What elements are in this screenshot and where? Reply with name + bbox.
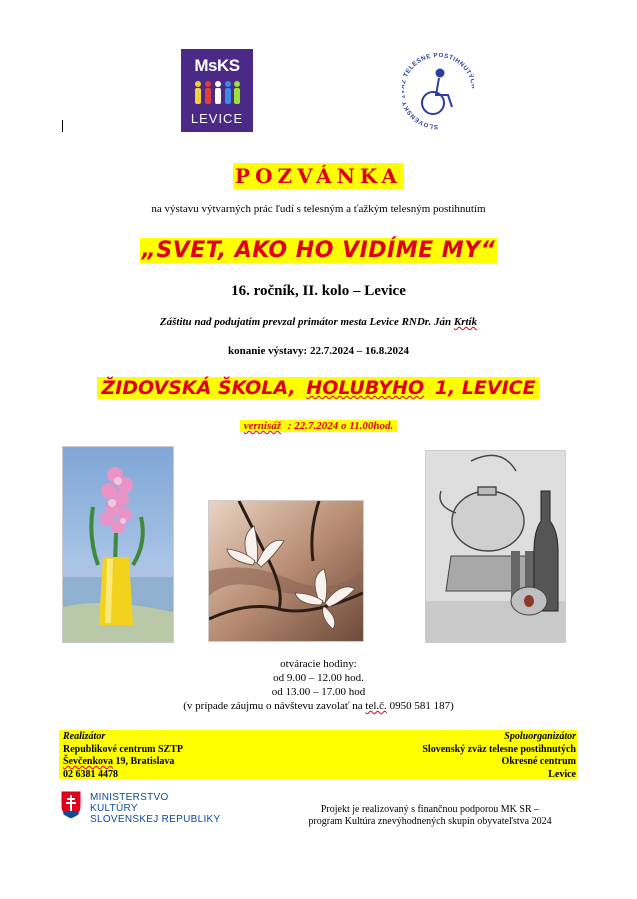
co-organizer-name: Slovenský zväz telesne postihnutých (422, 743, 576, 755)
slovak-coat-of-arms-icon (60, 790, 82, 820)
organizer-heading: Realizátor (63, 731, 106, 742)
sztp-logo (402, 53, 474, 135)
contact-number: 0950 581 187) (386, 700, 454, 712)
vernisage (240, 420, 397, 432)
ministry-line-1: MINISTERSTVO (90, 792, 169, 803)
co-organizer-heading: Spoluorganizátor (504, 731, 576, 742)
contact-prefix: (v prípade záujmu o návštevu zavolať na (183, 700, 366, 712)
co-organizer-city: Levice (548, 768, 576, 780)
co-organizer-block (422, 731, 576, 781)
msks-logo (181, 49, 253, 132)
painting-hyacinth (62, 446, 174, 643)
msks-logo-city: LEVICE (190, 111, 244, 126)
patron-name: Krtík (453, 316, 478, 328)
sztp-ring-text: SLOVENSK TELESNE POSTIHNUTÝ (402, 53, 474, 131)
msks-logo-title: MsKS (194, 56, 240, 75)
vernisage-row (0, 416, 637, 434)
organizer-street: Ševčenkova (63, 756, 113, 767)
text-cursor (62, 120, 63, 132)
opening-hours-slot-2: od 13.00 – 17.00 hod (271, 686, 366, 698)
venue-suffix: 1, LEVICE (428, 377, 536, 399)
opening-hours-label: otváracie hodiny: (280, 658, 357, 670)
ministry-line-3: SLOVENSKEJ REPUBLIKY (90, 814, 221, 825)
vernisage-time: : 22.7.2024 o 11.00hod. (285, 420, 394, 432)
co-organizer-unit: Okresné centrum (501, 756, 576, 767)
wheelchair-icon (422, 70, 452, 115)
people-figures-icon (193, 80, 241, 106)
ministry-logo (60, 790, 230, 830)
funding-note (280, 804, 580, 828)
exhibition-dates: konanie výstavy: 22.7.2024 – 16.8.2024 (228, 345, 409, 357)
exhibition-name-row (0, 238, 637, 263)
invitation-title-row (0, 164, 637, 188)
vernisage-word: vernisáž (243, 420, 282, 432)
funding-line-1: Projekt je realizovaný s finančnou podporou MK SR – (320, 804, 540, 815)
organizer-phone: 02 6381 4478 (63, 768, 118, 780)
organizer-block (63, 731, 183, 781)
painting-kettle-still-life (425, 450, 566, 643)
organizer-name: Republikové centrum SZTP (63, 743, 184, 755)
invitation-subtitle: na výstavu výtvarných prác ľudí s telesným a ťažkým telesným postihnutím (151, 203, 486, 215)
svg-text:SLOVENSKÝ ZVÄZ TELESNE POSTIHN (402, 53, 474, 130)
ministry-line-2: KULTÚRY (90, 803, 138, 814)
painting-magnolia (208, 500, 364, 642)
patron-text: Záštitu nad podujatím prevzal primátor mesta Levice RNDr. Ján (159, 316, 454, 328)
opening-hours-slot-1: od 9.00 – 12.00 hod. (273, 672, 364, 684)
venue (97, 377, 539, 399)
invitation-title: POZVÁNKA (235, 164, 402, 188)
venue-street: HOLUBYHO (306, 377, 425, 399)
patron-line (0, 316, 637, 328)
exhibition-name: „SVET, AKO HO VIDÍME MY“ (141, 238, 496, 263)
contact-line (0, 699, 637, 713)
venue-prefix: ŽIDOVSKÁ ŠKOLA, (101, 377, 303, 399)
contact-tel-label: tel.č. (365, 700, 387, 712)
venue-row (0, 377, 637, 399)
opening-hours (0, 657, 637, 713)
organizer-city: 19, Bratislava (113, 756, 175, 767)
edition-line: 16. ročník, II. kolo – Levice (231, 283, 406, 299)
funding-line-2: program Kultúra znevýhodnených skupín obyvateľstva 2024 (308, 816, 552, 827)
ministry-text (90, 792, 221, 825)
organizer-address (63, 756, 183, 769)
